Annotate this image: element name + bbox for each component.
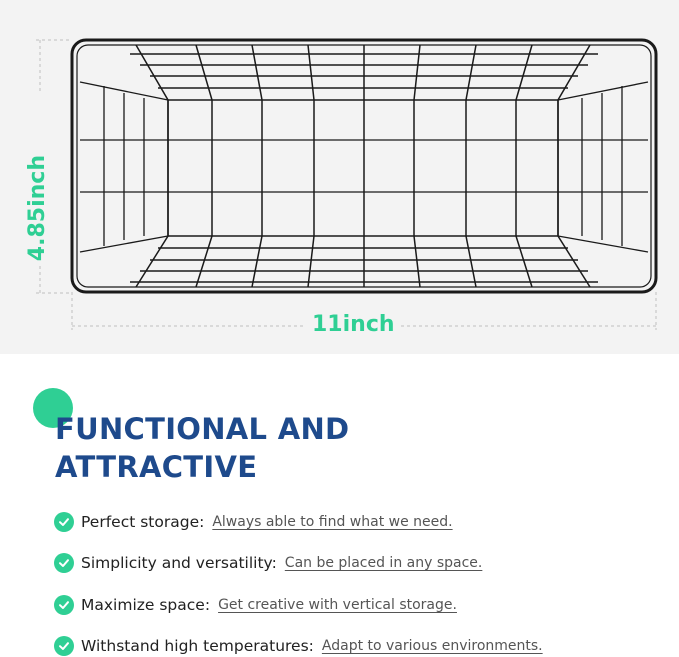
feature-item	[54, 552, 482, 574]
check-icon	[54, 636, 74, 656]
feature-label: Perfect storage:	[81, 513, 205, 531]
feature-description: Can be placed in any space.	[284, 555, 483, 571]
feature-label: Withstand high temperatures:	[81, 637, 314, 655]
section-heading	[55, 410, 349, 486]
feature-description: Adapt to various environments.	[321, 638, 543, 654]
feature-description: Get creative with vertical storage.	[218, 597, 457, 613]
heading-line-1: FUNCTIONAL AND	[55, 412, 350, 446]
heading-line-2: ATTRACTIVE	[55, 450, 258, 484]
height-dimension-label: 4.85inch	[27, 152, 49, 264]
feature-item	[54, 635, 543, 657]
feature-item	[54, 511, 453, 533]
check-icon	[54, 553, 74, 573]
feature-description: Always able to find what we need.	[212, 514, 453, 530]
feature-item	[54, 594, 457, 616]
feature-label: Maximize space:	[81, 596, 211, 614]
feature-label: Simplicity and versatility:	[81, 554, 277, 572]
check-icon	[54, 595, 74, 615]
basket-wires	[72, 40, 656, 292]
check-icon	[54, 512, 74, 532]
width-dimension-label: 11inch	[309, 314, 398, 336]
